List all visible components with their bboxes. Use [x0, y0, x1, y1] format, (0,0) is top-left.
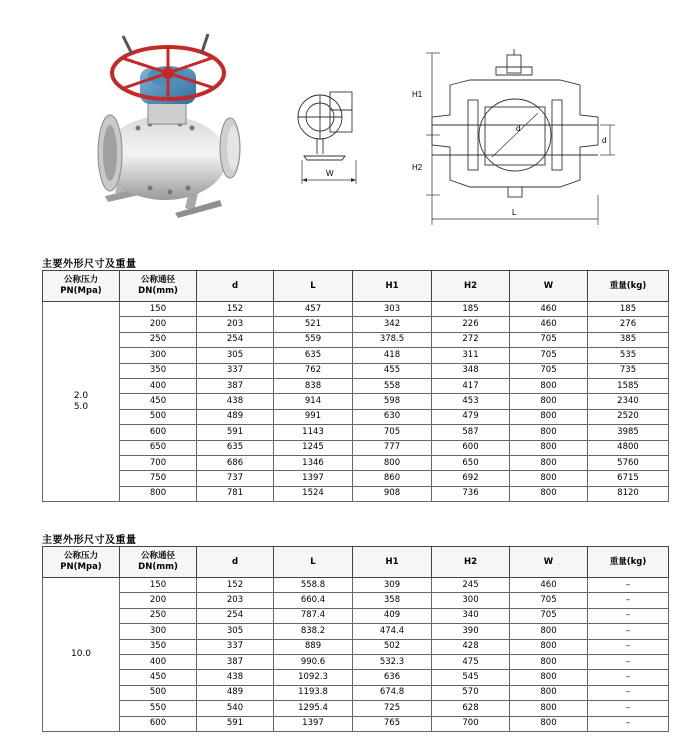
table-cell: 203	[197, 317, 274, 332]
table-cell: 337	[197, 363, 274, 378]
table-cell: 358	[353, 593, 432, 608]
table-row	[43, 302, 669, 317]
table-cell: 600	[432, 440, 510, 455]
table-cell: 1143	[274, 425, 353, 440]
table-cell: 532.3	[353, 654, 432, 669]
table-cell: 559	[274, 332, 353, 347]
table-cell: 438	[197, 394, 274, 409]
table-cell: 400	[120, 654, 197, 669]
table-cell: 991	[274, 409, 353, 424]
table-cell: 475	[432, 654, 510, 669]
col-h1: H1	[353, 271, 432, 302]
table-cell: 450	[120, 670, 197, 685]
table-cell: 762	[274, 363, 353, 378]
table-cell: 337	[197, 639, 274, 654]
table-2-title: 主要外形尺寸及重量	[42, 535, 137, 546]
table-row	[43, 409, 669, 424]
table-cell: 990.6	[274, 654, 353, 669]
table-row	[43, 486, 669, 501]
table-cell: 800	[510, 639, 588, 654]
table-2-header	[43, 547, 669, 578]
table-cell: 200	[120, 317, 197, 332]
table-cell: 226	[432, 317, 510, 332]
table-cell: 479	[432, 409, 510, 424]
table-cell: 628	[432, 701, 510, 716]
table-cell: 3985	[588, 425, 669, 440]
table-cell: 630	[353, 409, 432, 424]
table-cell: 350	[120, 363, 197, 378]
table-cell: 1585	[588, 378, 669, 393]
table-cell: 1295.4	[274, 701, 353, 716]
table-cell: 8120	[588, 486, 669, 501]
table-cell: 705	[510, 608, 588, 623]
table-cell: 705	[510, 593, 588, 608]
table-cell: 908	[353, 486, 432, 501]
table-cell: 800	[510, 394, 588, 409]
table-cell: 914	[274, 394, 353, 409]
table-cell: –	[588, 701, 669, 716]
table-cell: 1524	[274, 486, 353, 501]
table-cell: 311	[432, 348, 510, 363]
table-1-title: 主要外形尺寸及重量	[42, 259, 137, 270]
table-cell: 276	[588, 317, 669, 332]
spec-table-1	[42, 270, 669, 502]
table-cell: 417	[432, 378, 510, 393]
table-cell: 800	[510, 425, 588, 440]
table-row	[43, 654, 669, 669]
table-cell: 800	[510, 471, 588, 486]
table-row	[43, 685, 669, 700]
col-pn-line1: 公称压力	[63, 551, 98, 561]
col-dn	[120, 547, 197, 578]
table-cell: 838	[274, 378, 353, 393]
col-dn-line2: DN(mm)	[138, 562, 178, 572]
table-cell: 777	[353, 440, 432, 455]
col-d: d	[197, 547, 274, 578]
table-cell: 474.4	[353, 624, 432, 639]
table-cell: 598	[353, 394, 432, 409]
table-cell: 387	[197, 654, 274, 669]
table-row	[43, 639, 669, 654]
table-cell: 800	[353, 455, 432, 470]
table-cell: 150	[120, 302, 197, 317]
col-w: W	[510, 271, 588, 302]
table-cell: 800	[510, 685, 588, 700]
table-cell: 5760	[588, 455, 669, 470]
pn-cell	[43, 302, 120, 502]
col-h2: H2	[432, 547, 510, 578]
table-cell: –	[588, 685, 669, 700]
table-cell: 2340	[588, 394, 669, 409]
pn-value: 5.0	[73, 401, 89, 412]
table-cell: 705	[510, 348, 588, 363]
table-cell: 489	[197, 409, 274, 424]
table-cell: –	[588, 593, 669, 608]
table-cell: 889	[274, 639, 353, 654]
table-cell: 152	[197, 302, 274, 317]
table-cell: 303	[353, 302, 432, 317]
table-cell: 300	[120, 348, 197, 363]
table-cell: 250	[120, 332, 197, 347]
table-cell: 787.4	[274, 608, 353, 623]
col-dn-line1: 公称通径	[140, 275, 175, 285]
table-cell: 705	[353, 425, 432, 440]
pn-value: 10.0	[70, 648, 92, 659]
table-cell: 340	[432, 608, 510, 623]
table-cell: 300	[432, 593, 510, 608]
table-cell: 489	[197, 685, 274, 700]
table-cell: 735	[588, 363, 669, 378]
table-cell: –	[588, 578, 669, 593]
table-cell: 500	[120, 685, 197, 700]
col-pn	[43, 547, 120, 578]
table-cell: –	[588, 608, 669, 623]
table-cell: –	[588, 639, 669, 654]
table-cell: 550	[120, 701, 197, 716]
table-1-body	[43, 302, 669, 502]
table-cell: 2520	[588, 409, 669, 424]
table-cell: 390	[432, 624, 510, 639]
table-cell: 545	[432, 670, 510, 685]
table-cell: 570	[432, 685, 510, 700]
table-cell: 736	[432, 486, 510, 501]
col-h2: H2	[432, 271, 510, 302]
col-h1: H1	[353, 547, 432, 578]
table-cell: 686	[197, 455, 274, 470]
table-cell: 387	[197, 378, 274, 393]
col-pn-line1: 公称压力	[63, 275, 98, 285]
table-cell: 591	[197, 716, 274, 731]
table-cell: 460	[510, 317, 588, 332]
table-row	[43, 440, 669, 455]
table-row	[43, 455, 669, 470]
table-cell: 591	[197, 425, 274, 440]
table-cell: 305	[197, 624, 274, 639]
table-cell: 1092.3	[274, 670, 353, 685]
col-dn	[120, 271, 197, 302]
table-cell: 378.5	[353, 332, 432, 347]
table-cell: 272	[432, 332, 510, 347]
table-cell: 750	[120, 471, 197, 486]
table-row	[43, 332, 669, 347]
table-cell: 600	[120, 716, 197, 731]
table-cell: 254	[197, 332, 274, 347]
table-cell: 800	[510, 440, 588, 455]
table-cell: 455	[353, 363, 432, 378]
col-pn-line2: PN(Mpa)	[60, 286, 102, 296]
dim-label-h2: H2	[412, 163, 423, 172]
table-cell: 781	[197, 486, 274, 501]
col-d: d	[197, 271, 274, 302]
col-l: L	[274, 271, 353, 302]
table-cell: 185	[432, 302, 510, 317]
table-row	[43, 670, 669, 685]
table-cell: 558.8	[274, 578, 353, 593]
table-cell: 635	[274, 348, 353, 363]
dim-label-l: L	[512, 208, 517, 217]
table-row	[43, 317, 669, 332]
table-cell: 535	[588, 348, 669, 363]
table-cell: 150	[120, 578, 197, 593]
table-cell: 342	[353, 317, 432, 332]
table-cell: 800	[510, 654, 588, 669]
table-cell: 540	[197, 701, 274, 716]
col-dn-line1: 公称通径	[140, 551, 175, 561]
table-cell: 587	[432, 425, 510, 440]
table-cell: –	[588, 654, 669, 669]
table-cell: 635	[197, 440, 274, 455]
table-cell: 737	[197, 471, 274, 486]
pn-value: 2.0	[73, 390, 89, 401]
table-cell: 500	[120, 409, 197, 424]
table-cell: 838.2	[274, 624, 353, 639]
table-cell: 502	[353, 639, 432, 654]
table-row	[43, 593, 669, 608]
side-view-drawing	[290, 80, 370, 190]
table-cell: 200	[120, 593, 197, 608]
table-cell: 765	[353, 716, 432, 731]
table-1-header	[43, 271, 669, 302]
table-row	[43, 394, 669, 409]
table-cell: 521	[274, 317, 353, 332]
table-cell: 348	[432, 363, 510, 378]
table-2-body	[43, 578, 669, 732]
table-row	[43, 716, 669, 731]
table-cell: 636	[353, 670, 432, 685]
table-cell: 305	[197, 348, 274, 363]
table-cell: 558	[353, 378, 432, 393]
table-cell: 800	[510, 455, 588, 470]
table-cell: 1397	[274, 716, 353, 731]
section-drawing	[410, 45, 620, 230]
table-row	[43, 378, 669, 393]
table-cell: 800	[510, 701, 588, 716]
table-cell: 800	[510, 409, 588, 424]
table-cell: 700	[432, 716, 510, 731]
table-row	[43, 608, 669, 623]
dim-label-d-ball: d	[516, 124, 521, 133]
table-cell: –	[588, 670, 669, 685]
table-cell: 418	[353, 348, 432, 363]
table-cell: 460	[510, 302, 588, 317]
table-cell: 800	[510, 486, 588, 501]
pn-cell	[43, 578, 120, 732]
dim-label-d: d	[602, 136, 607, 145]
col-weight: 重量(kg)	[588, 271, 669, 302]
col-pn-line2: PN(Mpa)	[60, 562, 102, 572]
table-cell: 254	[197, 608, 274, 623]
table-cell: 800	[510, 716, 588, 731]
table-cell: 650	[432, 455, 510, 470]
table-cell: –	[588, 624, 669, 639]
spec-table-2	[42, 546, 669, 732]
dim-label-h1: H1	[412, 90, 423, 99]
table-row	[43, 425, 669, 440]
table-cell: 800	[510, 624, 588, 639]
table-cell: 6715	[588, 471, 669, 486]
table-cell: 409	[353, 608, 432, 623]
table-cell: 350	[120, 639, 197, 654]
table-cell: 203	[197, 593, 274, 608]
table-cell: 705	[510, 332, 588, 347]
table-cell: 4800	[588, 440, 669, 455]
table-cell: 725	[353, 701, 432, 716]
table-cell: 800	[510, 670, 588, 685]
table-row	[43, 701, 669, 716]
table-cell: 800	[510, 378, 588, 393]
table-cell: 705	[510, 363, 588, 378]
table-row	[43, 624, 669, 639]
table-row	[43, 471, 669, 486]
table-cell: 1193.8	[274, 685, 353, 700]
table-cell: 600	[120, 425, 197, 440]
valve-photo	[90, 18, 250, 218]
table-cell: 385	[588, 332, 669, 347]
table-cell: –	[588, 716, 669, 731]
table-cell: 450	[120, 394, 197, 409]
col-l: L	[274, 547, 353, 578]
table-cell: 800	[120, 486, 197, 501]
col-w: W	[510, 547, 588, 578]
table-cell: 245	[432, 578, 510, 593]
table-cell: 860	[353, 471, 432, 486]
table-cell: 453	[432, 394, 510, 409]
col-pn	[43, 271, 120, 302]
table-cell: 428	[432, 639, 510, 654]
table-cell: 692	[432, 471, 510, 486]
table-cell: 660.4	[274, 593, 353, 608]
col-dn-line2: DN(mm)	[138, 286, 178, 296]
table-row	[43, 348, 669, 363]
table-cell: 460	[510, 578, 588, 593]
table-cell: 1346	[274, 455, 353, 470]
table-cell: 250	[120, 608, 197, 623]
table-cell: 438	[197, 670, 274, 685]
table-cell: 457	[274, 302, 353, 317]
table-cell: 650	[120, 440, 197, 455]
table-cell: 309	[353, 578, 432, 593]
dim-label-w: W	[326, 169, 334, 178]
table-cell: 700	[120, 455, 197, 470]
table-cell: 674.8	[353, 685, 432, 700]
col-weight: 重量(kg)	[588, 547, 669, 578]
table-row	[43, 578, 669, 593]
table-row	[43, 363, 669, 378]
table-cell: 1245	[274, 440, 353, 455]
table-cell: 152	[197, 578, 274, 593]
table-cell: 1397	[274, 471, 353, 486]
table-cell: 300	[120, 624, 197, 639]
table-cell: 185	[588, 302, 669, 317]
table-cell: 400	[120, 378, 197, 393]
